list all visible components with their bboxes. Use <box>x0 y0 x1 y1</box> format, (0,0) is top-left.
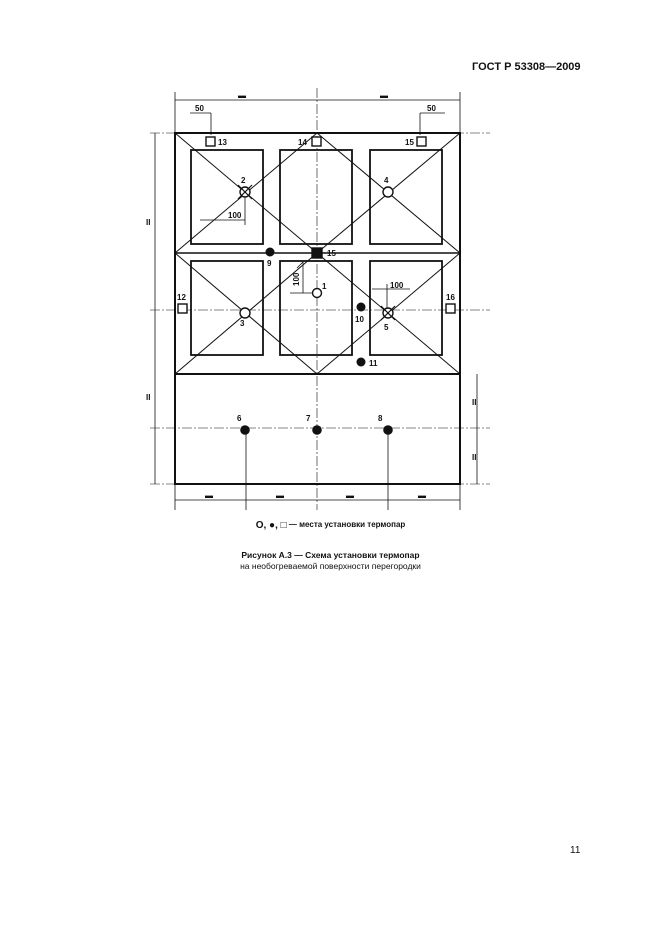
point-label: 7 <box>306 414 311 423</box>
point-square <box>206 137 215 146</box>
point-square <box>446 304 455 313</box>
dim-label: 50 <box>195 104 204 113</box>
dim-label: 50 <box>427 104 436 113</box>
figure-caption <box>0 550 661 572</box>
point-label: 12 <box>177 293 186 302</box>
dim-label: ▬ <box>418 491 426 500</box>
point-label: 11 <box>369 359 378 368</box>
point-label: 1 <box>322 282 327 291</box>
point-label: 5 <box>384 323 389 332</box>
dim-label: 100 <box>390 281 404 290</box>
point-square <box>178 304 187 313</box>
point-label: 14 <box>298 138 307 147</box>
dim-label: 100 <box>228 211 242 220</box>
dim-label: ▬ <box>238 91 246 100</box>
dim-label: II <box>146 393 151 402</box>
point-filled <box>312 425 322 435</box>
glass-panel <box>370 150 442 244</box>
point-square <box>312 137 321 146</box>
point-open <box>313 289 322 298</box>
legend-symbols: O, ●, □ <box>255 520 287 531</box>
point-label: 6 <box>237 414 242 423</box>
point-label: 2 <box>241 176 246 185</box>
point-filled <box>266 248 275 257</box>
dim-label: ▬ <box>380 91 388 100</box>
point-square-filled <box>312 248 322 258</box>
glass-panel <box>370 261 442 355</box>
legend-text: — места установки термопар <box>288 520 406 529</box>
dim-label: II <box>472 398 477 407</box>
dim-label: II <box>472 453 477 462</box>
dim-label: 100 <box>292 272 301 286</box>
point-open <box>383 187 393 197</box>
point-open <box>240 308 250 318</box>
point-filled <box>383 425 393 435</box>
point-square <box>417 137 426 146</box>
point-filled <box>357 303 366 312</box>
caption-subtitle: на необогреваемой поверхности перегородки <box>240 561 421 571</box>
point-label: 16 <box>446 293 455 302</box>
point-label: 4 <box>384 176 389 185</box>
dim-label: ▬ <box>346 491 354 500</box>
glass-panel <box>280 150 352 244</box>
dim-label: ▬ <box>276 491 284 500</box>
point-label: 15 <box>327 249 336 258</box>
standard-code: ГОСТ Р 53308—2009 <box>472 61 581 73</box>
point-filled <box>357 358 366 367</box>
dim-label: ▬ <box>205 491 213 500</box>
point-label: 3 <box>240 319 245 328</box>
figure-legend <box>0 520 661 531</box>
point-label: 10 <box>355 315 364 324</box>
caption-title: Рисунок А.3 — Схема установки термопар <box>241 550 420 560</box>
point-filled <box>240 425 250 435</box>
point-label: 15 <box>405 138 414 147</box>
point-label: 8 <box>378 414 383 423</box>
point-label: 13 <box>218 138 227 147</box>
page-number: 11 <box>570 845 581 856</box>
point-label: 9 <box>267 259 272 268</box>
dim-label: II <box>146 218 151 227</box>
